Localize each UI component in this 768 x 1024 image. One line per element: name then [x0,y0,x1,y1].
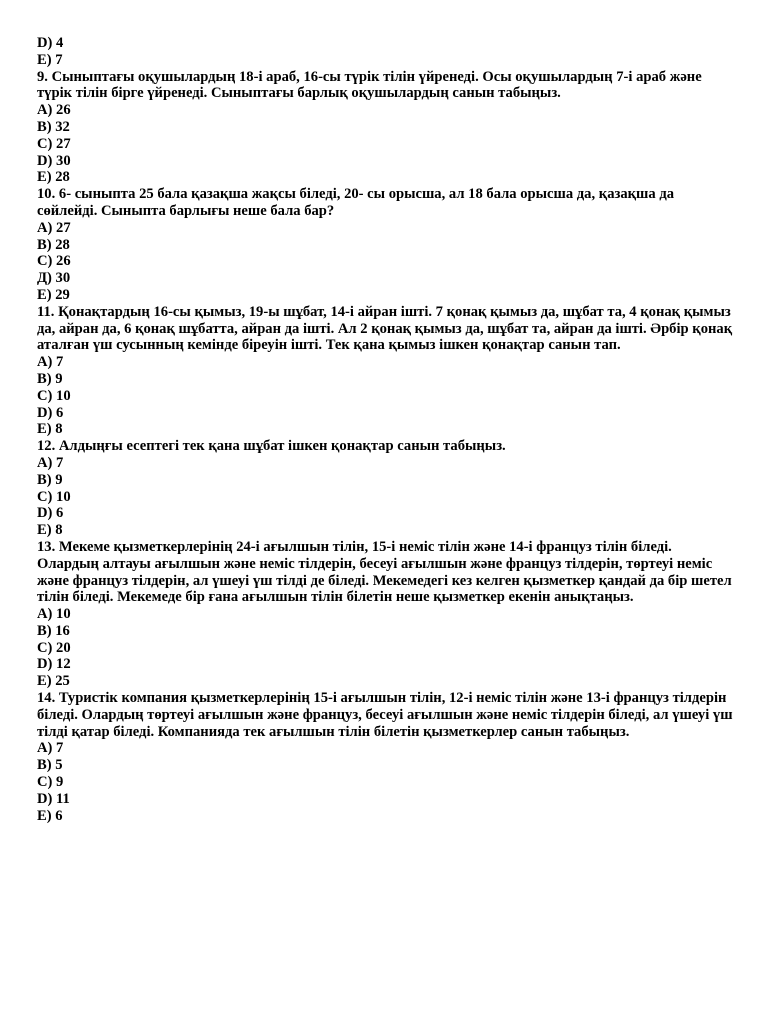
answer-option: А) 27 [37,219,71,236]
answer-option: C) 9 [37,774,64,791]
question-11 [37,304,737,438]
answer-option: E) 8 [37,421,63,438]
answer-option: B) 16 [37,622,70,639]
answer-option: Д) 30 [37,270,71,287]
answer-option: С) 26 [37,253,71,270]
answer-option: A) 7 [37,740,64,757]
answer-option: B) 5 [37,757,63,774]
answer-option: D) 11 [37,790,70,807]
answer-option: D) 6 [37,505,64,522]
answer-option: C) 10 [37,387,71,404]
answer-option: E) 8 [37,522,63,539]
answer-option: C) 10 [37,488,71,505]
question-text: 14. Туристік компания қызметкерлерінің 15-і ағылшын тілін, 12-і неміс тілін және 13-і француз тілдерін біледі. Олардың төртеуі ағылшын және француз, бесеуі ағылшын және неміс тілдерін біледі, ал үшеуі үш тілді қатар біледі. Компанияда тек ағылшын тілін білетін қызметкерлер санын табыңыз. [37,690,733,740]
document-page [37,35,737,824]
question-text: 10. 6- сыныпта 25 бала қазақша жақсы біледі, 20- сы орысша, ал 18 бала орысша да, қазақша да сөйлейді. Сыныпта барлығы неше бала бар? [37,186,675,219]
question-text: 11. Қонақтардың 16-сы қымыз, 19-ы шұбат, 14-і айран ішті. 7 қонақ қымыз да, шұбат та, 4 қонақ қымыз да, айран да, 6 қонақ шұбатта, айран да ішті. Ал 2 қонақ қымыз да, шұбат та, айран да ішті. Әрбір қонақ аталған үш сусынның кемінде біреуін ішті. Тек қана қымыз ішкен қонақтар санын тап. [37,303,733,354]
answer-option: A) 7 [37,454,64,471]
answer-option: C) 27 [37,135,71,152]
answer-option: E) 7 [37,51,63,68]
answer-option: A) 7 [37,354,64,371]
question-text: 12. Алдыңғы есептегі тек қана шұбат ішкен қонақтар санын табыңыз. [37,438,506,455]
intro-options [37,35,737,69]
answer-option: A) 26 [37,102,71,119]
answer-option: D) 12 [37,656,71,673]
answer-option: В) 28 [37,236,70,253]
answer-option: D) 30 [37,152,71,169]
question-text: 9. Сыныптағы оқушылардың 18-і араб, 16-сы түрік тілін үйренеді. Осы оқушылардың 7-і араб және түрік тілін бірге үйренеді. Сыныптағы барлық оқушылардың санын табыңыз. [37,68,702,102]
answer-option: A) 10 [37,606,71,623]
answer-option: E) 25 [37,673,70,690]
question-14 [37,690,737,824]
answer-option: B) 9 [37,370,63,387]
answer-option: B) 32 [37,118,70,135]
answer-option: C) 20 [37,639,71,656]
answer-option: D) 6 [37,404,64,421]
question-10 [37,186,737,304]
question-12 [37,438,737,539]
question-13 [37,539,737,690]
answer-option: D) 4 [37,35,64,51]
question-text: 13. Мекеме қызметкерлерінің 24-і ағылшын тілін, 15-і неміс тілін және 14-і француз тілін біледі. Олардың алтауы ағылшын және неміс тілдерін, бесеуі ағылшын және француз тілдерін, төртеуі неміс және француз тілдерін, ал үшеуі үш тілді де біледі. Мекемедегі кез келген қызметкер қандай да бір шетел тілін біледі. Мекемеде бір ғана ағылшын тілін білетін неше қызметкер екенін анықтаңыз. [37,538,732,606]
answer-option: E) 28 [37,169,70,186]
answer-option: Е) 29 [37,286,70,303]
answer-option: B) 9 [37,471,63,488]
answer-option: E) 6 [37,807,63,824]
question-9 [37,69,737,187]
